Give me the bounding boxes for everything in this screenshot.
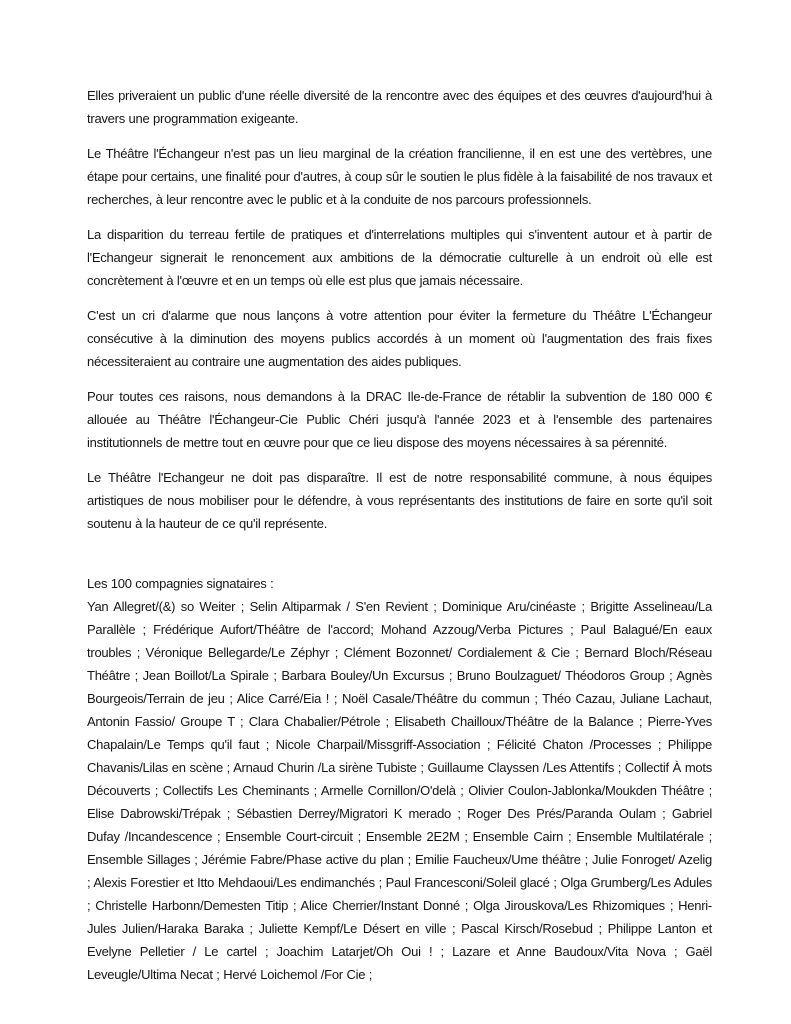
document-body [87, 84, 712, 986]
paragraph-disparition: La disparition du terreau fertile de pratiques et d'interrelations multiples qui s'inventent autour et à partir de l'Echangeur signerait le renoncement aux ambitions de la démocratie culturelle à un endroit où elle est concrètement à l'œuvre et en un temps où elle est plus que jamais nécessaire. [87, 227, 712, 288]
signatories-heading: Les 100 compagnies signataires : [87, 576, 274, 591]
paragraph-cri-alarme: C'est un cri d'alarme que nous lançons à votre attention pour éviter la fermeture du Théâtre L'Échangeur consécutive à la diminution des moyens publics accordés à un moment où l'augmentation des frais fixes nécessiteraient au contraire une augmentation des aides publiques. [87, 308, 712, 369]
paragraph-intro-continuation: Elles priveraient un public d'une réelle diversité de la rencontre avec des équipes et des œuvres d'aujourd'hui à travers une programmation exigeante. [87, 88, 712, 126]
signatories-list: Yan Allegret/(&) so Weiter ; Selin Altiparmak / S'en Revient ; Dominique Aru/cinéaste ; Brigitte Asselineau/La Parallèle ; Frédérique Aufort/Théâtre de l'accord; Mohand Azzoug/Verba Pictures ; Paul Balagué/En eaux troubles ; Véronique Bellegarde/Le Zéphyr ; Clément Bozonnet/ Cordialement & Cie ; Bernard Bloch/Réseau Théâtre ; Jean Boillot/La Spirale ; Barbara Bouley/Un Excursus ; Bruno Boulzaguet/ Théodoros Group ; Agnès Bourgeois/Terrain de jeu ; Alice Carré/Eia ! ; Noël Casale/Théâtre du commun ; Théo Cazau, Juliane Lachaut, Antonin Fassio/ Groupe T ; Clara Chabalier/Pétrole ; Elisabeth Chailloux/Théâtre de la Balance ; Pierre-Yves Chapalain/Le Temps qu'il faut ; Nicole Charpail/Missgriff-Association ; Félicité Chaton /Processes ; Philippe Chavanis/Lilas en scène ; Arnaud Churin /La sirène Tubiste ; Guillaume Clayssen /Les Attentifs ; Collectif À mots Découverts ; Collectifs Les Cheminants ; Armelle Cornillon/O'delà ; Olivier Coulon-Jablonka/Moukden Théâtre ; Elise Dabrowski/Trépak ; Sébastien Derrey/Migratori K merado ; Roger Des Prés/Paranda Oulam ; Gabriel Dufay /Incandescence ; Ensemble Court-circuit ; Ensemble 2E2M ; Ensemble Cairn ; Ensemble Multilatérale ; Ensemble Sillages ; Jérémie Fabre/Phase active du plan ; Emilie Faucheux/Ume théâtre ; Julie Fonroget/ Azelig ; Alexis Forestier et Itto Mehdaoui/Les endimanchés ; Paul Francesconi/Soleil glacé ; Olga Grumberg/Les Adules ; Christelle Harbonn/Demesten Titip ; Alice Cherrier/Instant Donné ; Olga Jirouskova/Les Rhizomiques ; Henri-Jules Julien/Haraka Baraka ; Juliette Kempf/Le Désert en ville ; Pascal Kirsch/Rosebud ; Philippe Lanton et Evelyne Pelletier / Le cartel ; Joachim Latarjet/Oh Oui ! ; Lazare et Anne Baudoux/Vita Nova ; Gaël Leveugle/Ultima Necat ; Hervé Loichemol /For Cie ; [87, 599, 712, 982]
paragraph-theatre-role: Le Théâtre l'Échangeur n'est pas un lieu marginal de la création francilienne, il en est une des vertèbres, une étape pour certains, une finalité pour d'autres, à coup sûr le soutien le plus fidèle à la faisabilité de nos travaux et recherches, à leur rencontre avec le public et à la conduite de nos parcours professionnels. [87, 146, 712, 207]
paragraph-demande-drac: Pour toutes ces raisons, nous demandons à la DRAC Ile-de-France de rétablir la subvention de 180 000 € allouée au Théâtre l'Échangeur-Cie Public Chéri jusqu'à l'année 2023 et à l'ensemble des partenaires institutionnels de mettre tout en œuvre pour que ce lieu dispose des moyens nécessaires à sa pérennité. [87, 389, 712, 450]
paragraph-conclusion: Le Théâtre l'Echangeur ne doit pas disparaître. Il est de notre responsabilité commune, à nous équipes artistiques de nous mobiliser pour le défendre, à vous représentants des institutions de faire en sorte qu'il soit soutenu à la hauteur de ce qu'il représente. [87, 470, 712, 531]
